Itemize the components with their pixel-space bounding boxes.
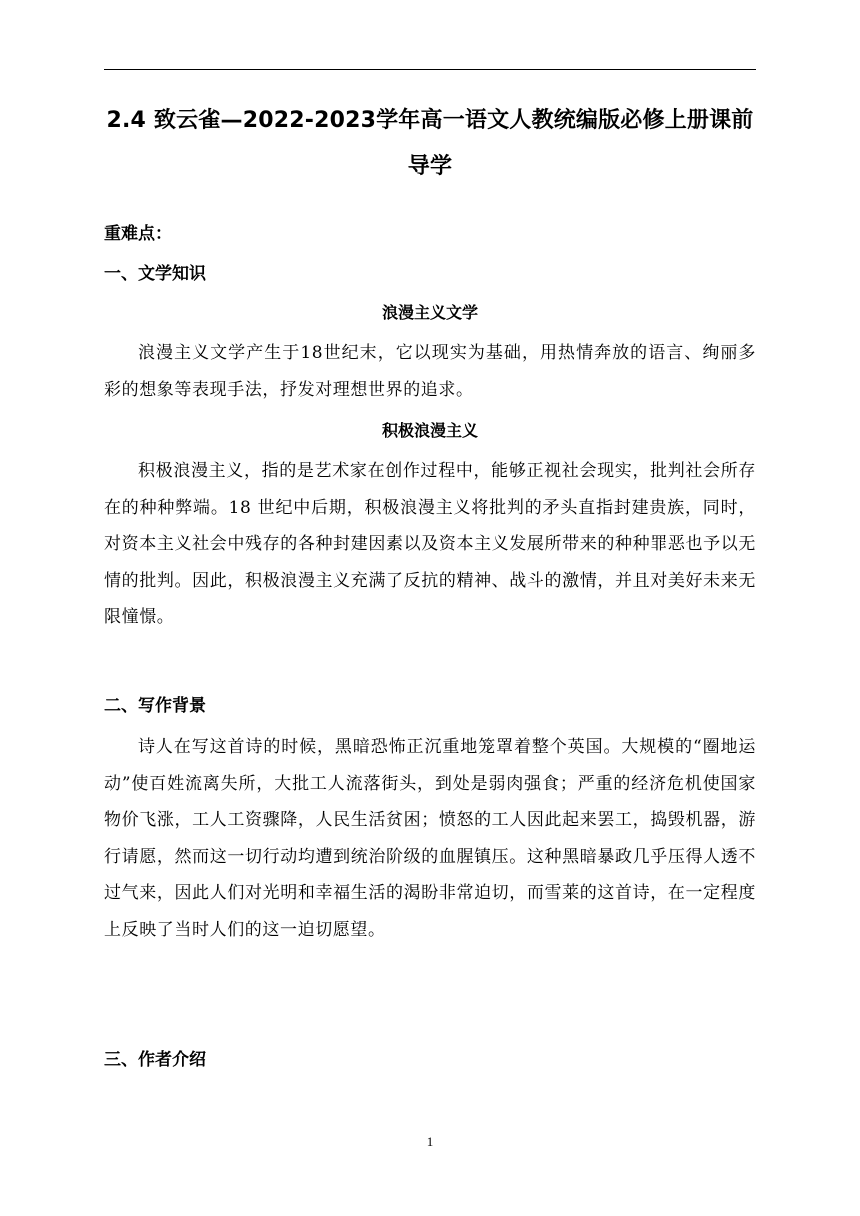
header-rule	[104, 69, 756, 70]
page-number: 1	[426, 1134, 434, 1149]
section-heading-writing-background: 二、写作背景	[104, 696, 206, 716]
paragraph-active-romanticism: 积极浪漫主义，指的是艺术家在创作过程中，能够正视社会现实，批判社会所存在的种种弊端。18 世纪中后期，积极浪漫主义将批判的矛头直指封建贵族，同时，对资本主义社会中残存的各种封建因素以及资本主义发展所带来的种种罪恶也予以无情的批判。因此，积极浪漫主义充满了反抗的精神、战斗的激情，并且对美好未来无限憧憬。	[104, 461, 756, 627]
subheading-active-romanticism: 积极浪漫主义	[381, 421, 478, 440]
paragraph-romanticism: 浪漫主义文学产生于18世纪末，它以现实为基础，用热情奔放的语言、绚丽多彩的想象等表现手法，抒发对理想世界的追求。	[104, 343, 756, 400]
section-heading-author-intro: 三、作者介绍	[104, 1050, 206, 1070]
subheading-romanticism: 浪漫主义文学	[381, 303, 478, 322]
key-points-label: 重难点：	[104, 224, 172, 244]
document-title: 2.4 致云雀—2022-2023学年高一语文人教统编版必修上册课前导学	[106, 108, 754, 179]
section-heading-literary-knowledge: 一、文学知识	[104, 264, 206, 284]
paragraph-writing-background: 诗人在写这首诗的时候，黑暗恐怖正沉重地笼罩着整个英国。大规模的“圈地运动”使百姓流离失所，大批工人流落街头，到处是弱肉强食；严重的经济危机使国家物价飞涨，工人工资骤降，人民生活贫困；愤怒的工人因此起来罢工，捣毁机器，游行请愿，然而这一切行动均遭到统治阶级的血腥镇压。这种黑暗暴政几乎压得人透不过气来，因此人们对光明和幸福生活的渴盼非常迫切，而雪莱的这首诗，在一定程度上反映了当时人们的这一迫切愿望。	[104, 737, 756, 940]
